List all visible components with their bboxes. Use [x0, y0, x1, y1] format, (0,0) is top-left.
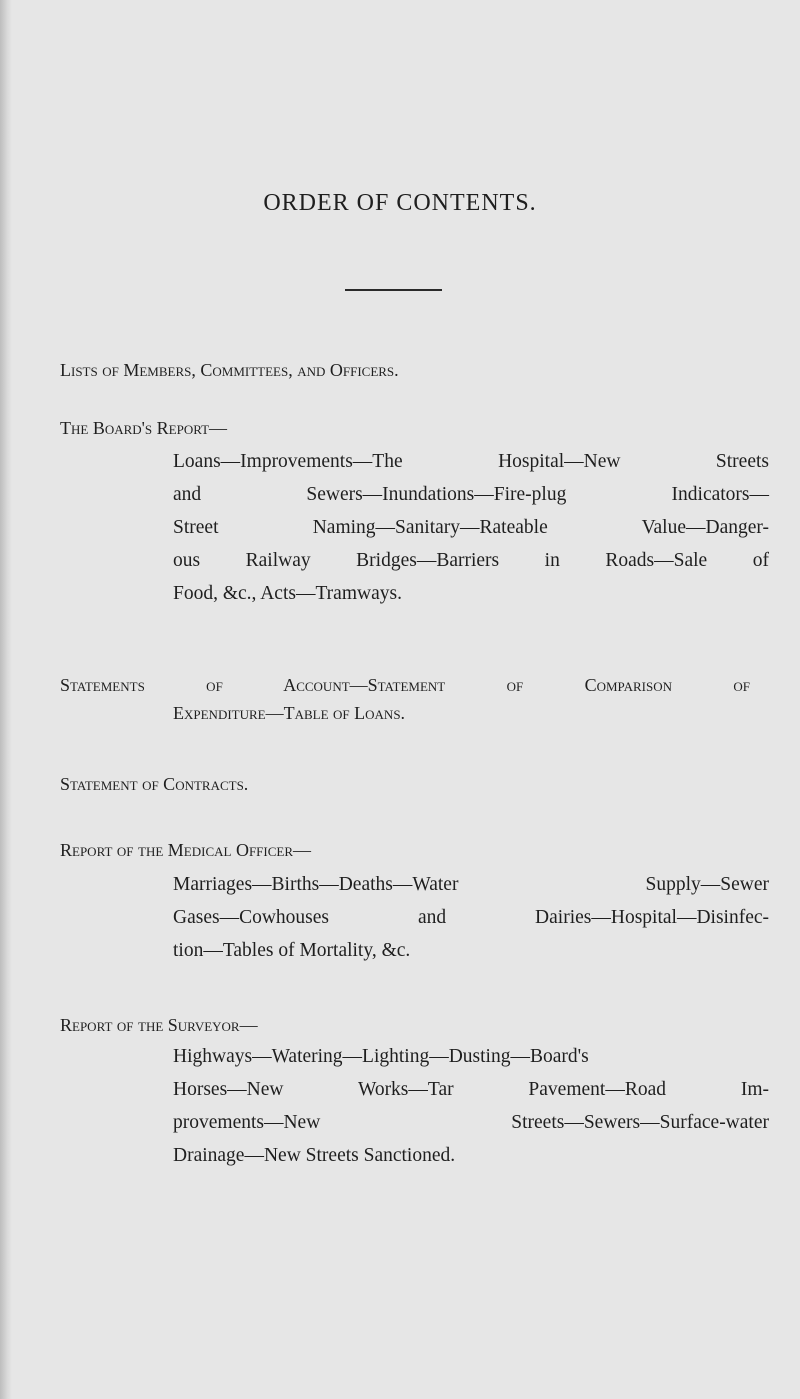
body-line: provements—New Streets—Sewers—Surface-water	[173, 1112, 769, 1133]
section-heading-contracts: Statement of Contracts.	[60, 774, 249, 794]
page-title: ORDER OF CONTENTS.	[263, 190, 537, 216]
body-line: Highways—Watering—Lighting—Dusting—Board's	[173, 1046, 589, 1067]
section-heading-statements: Statements of Account—Statement of Comparison of	[60, 675, 750, 695]
body-line: Food, &c., Acts—Tramways.	[173, 583, 402, 604]
section-body-surveyor	[173, 1040, 769, 1172]
section-heading-members: Lists of Members, Committees, and Officers.	[60, 360, 399, 380]
body-line: Street Naming—Sanitary—Rateable Value—Danger-	[173, 517, 769, 538]
body-line: and Sewers—Inundations—Fire-plug Indicators—	[173, 484, 769, 505]
section-heading-surveyor: Report of the Surveyor—	[60, 1015, 258, 1035]
section-heading-boards-report: The Board's Report—	[60, 418, 228, 438]
body-line: Horses—New Works—Tar Pavement—Road Im-	[173, 1079, 769, 1100]
body-line: Marriages—Births—Deaths—Water Supply—Sewer	[173, 874, 769, 895]
body-line: tion—Tables of Mortality, &c.	[173, 940, 411, 961]
body-line: Loans—Improvements—The Hospital—New Streets	[173, 451, 769, 472]
title-divider	[345, 289, 442, 291]
body-line: Drainage—New Streets Sanctioned.	[173, 1145, 456, 1166]
section-body-boards-report	[173, 445, 769, 610]
body-line: Gases—Cowhouses and Dairies—Hospital—Disinfec-	[173, 907, 769, 928]
body-line: ous Railway Bridges—Barriers in Roads—Sale of	[173, 550, 769, 571]
section-body-medical-officer	[173, 868, 769, 967]
section-heading-medical-officer: Report of the Medical Officer—	[60, 840, 312, 860]
section-heading-statements-cont: Expenditure—Table of Loans.	[173, 703, 406, 723]
